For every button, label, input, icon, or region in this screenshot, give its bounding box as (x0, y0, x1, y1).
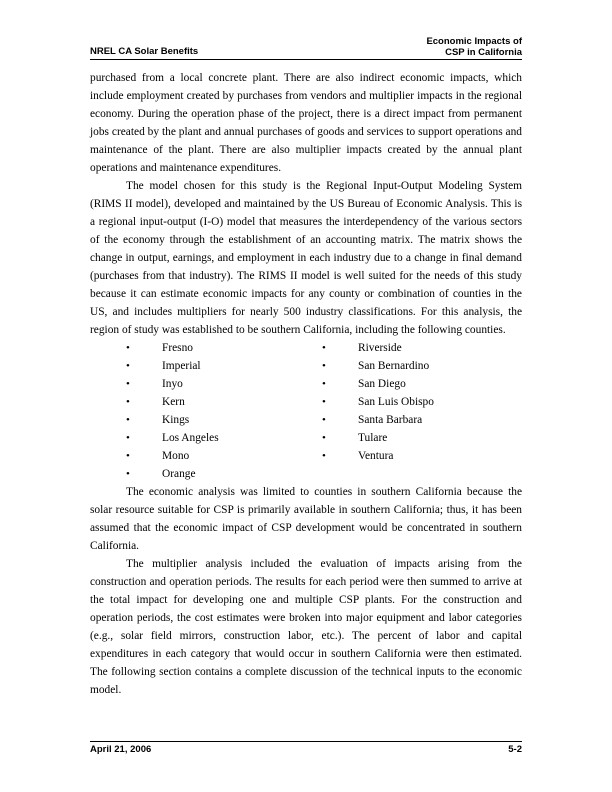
county-name: Fresno (162, 342, 194, 354)
paragraph-3: The economic analysis was limited to counties in southern California because the solar resource suitable for CSP is primarily available in southern California; thus, it has been assumed that the economic impact of CSP development would be concentrated in southern California. (90, 486, 522, 552)
county-name: Imperial (162, 360, 201, 372)
header-title-line2: CSP in California (445, 47, 522, 58)
list-item (286, 393, 434, 411)
list-item (286, 411, 434, 429)
list-item (90, 375, 219, 393)
bullet-icon: • (126, 432, 130, 444)
footer-date: April 21, 2006 (90, 744, 152, 755)
list-item (90, 339, 219, 357)
county-name: San Diego (358, 378, 406, 390)
bullet-icon: • (126, 450, 130, 462)
county-list-left (90, 339, 219, 483)
bullet-icon: • (322, 396, 326, 408)
county-name: Riverside (358, 342, 402, 354)
county-name: San Bernardino (358, 360, 430, 372)
county-name: Orange (162, 468, 196, 480)
footer-rule (90, 741, 522, 742)
list-item (286, 375, 434, 393)
header-title-line1: Economic Impacts of (426, 36, 522, 47)
county-name: Ventura (358, 450, 394, 462)
bullet-icon: • (126, 414, 130, 426)
bullet-icon: • (322, 378, 326, 390)
list-item (90, 357, 219, 375)
list-item (90, 393, 219, 411)
list-item (286, 447, 434, 465)
body-text (90, 69, 522, 699)
paragraph-2: The model chosen for this study is the Regional Input-Output Modeling System (RIMS II model), developed and maintained by the US Bureau of Economic Analysis. This is a regional input-output (I-O) model that measures the interdependency of the various sectors of the economy through the establishment of an accounting matrix. The matrix shows the change in output, earnings, and employment in each industry due to a change in final demand (purchases from that industry). The RIMS II model is well suited for the needs of this study because it can estimate economic impacts for any county or combination of counties in the US, and includes multipliers for nearly 500 industry classifications. For this analysis, the region of study was established to be southern California, including the following counties. (90, 180, 522, 336)
bullet-icon: • (126, 378, 130, 390)
header-rule (90, 59, 522, 60)
county-name: Kings (162, 414, 190, 426)
county-name: San Luis Obispo (358, 396, 434, 408)
list-item (90, 411, 219, 429)
county-name: Kern (162, 396, 185, 408)
list-item (90, 465, 219, 483)
bullet-icon: • (126, 468, 130, 480)
county-list (90, 339, 522, 483)
county-name: Tulare (358, 432, 388, 444)
county-list-right (286, 339, 434, 465)
bullet-icon: • (322, 342, 326, 354)
list-item (286, 429, 434, 447)
bullet-icon: • (322, 360, 326, 372)
bullet-icon: • (322, 414, 326, 426)
bullet-icon: • (126, 342, 130, 354)
bullet-icon: • (126, 396, 130, 408)
bullet-icon: • (126, 360, 130, 372)
paragraph-1: purchased from a local concrete plant. There are also indirect economic impacts, which include employment created by purchases from vendors and multiplier impacts in the regional economy. During the operation phase of the project, there is a direct impact from permanent jobs created by the plant and annual purchases of goods and services to support operations and maintenance of the plant. There are also multiplier impacts created by the annual plant operations and maintenance expenditures. (90, 72, 522, 174)
list-item (90, 429, 219, 447)
county-name: Mono (162, 450, 190, 462)
list-item (286, 339, 434, 357)
bullet-icon: • (322, 450, 326, 462)
list-item (90, 447, 219, 465)
page-number: 5-2 (508, 744, 522, 755)
county-name: Los Angeles (162, 432, 219, 444)
county-name: Inyo (162, 378, 183, 390)
running-header-left: NREL CA Solar Benefits (90, 46, 199, 57)
list-item (286, 357, 434, 375)
running-header-right (426, 36, 522, 58)
bullet-icon: • (322, 432, 326, 444)
county-name: Santa Barbara (358, 414, 423, 426)
paragraph-4: The multiplier analysis included the evaluation of impacts arising from the construction and operation periods. The results for each period were then summed to arrive at the total impact for developing one and multiple CSP plants. For the construction and operation periods, the cost estimates were broken into major equipment and labor categories (e.g., solar field mirrors, construction labor, etc.). The percent of labor and capital expenditures in each category that would occur in southern California were then estimated. The following section contains a complete discussion of the technical inputs to the economic model. (90, 558, 522, 696)
